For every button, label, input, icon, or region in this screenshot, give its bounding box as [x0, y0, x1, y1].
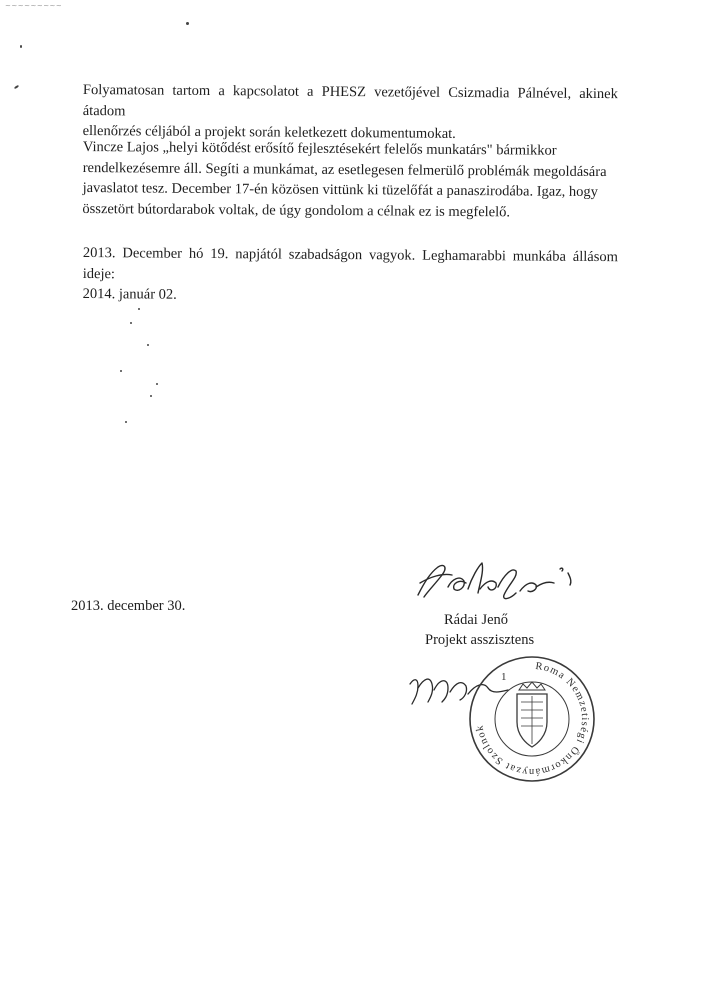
signer-block	[425, 610, 534, 650]
text-line: ellenőrzés céljából a projekt során keletkezett dokumentumokat.	[82, 122, 456, 142]
stamp-number: 1	[501, 671, 507, 683]
scan-speck	[147, 344, 149, 346]
paragraph-leave	[83, 243, 618, 309]
signer-title: Projekt asszisztens	[425, 632, 535, 648]
scan-speck	[186, 22, 189, 25]
scan-speck	[14, 85, 19, 90]
scan-speck	[125, 421, 127, 423]
scan-speck	[20, 45, 22, 48]
paragraph-contact	[83, 80, 618, 146]
handwritten-signature	[408, 553, 598, 613]
text-line: 2014. január 02.	[82, 285, 177, 303]
text-line: összetört bútordarabok voltak, de úgy gondolom a célnak ez is megfelelő.	[82, 200, 511, 220]
text-line: 2013. December hó 19. napjától szabadságon vagyok. Leghamarabbi munkába állásom ideje:	[82, 244, 618, 282]
scan-speck	[150, 395, 152, 397]
text-line: Vincze Lajos „helyi kötődést erősítő fejlesztésekért felelős munkatárs" bármikkor	[82, 138, 557, 159]
scan-speck	[120, 370, 122, 372]
text-line: rendelkezésemre áll. Segíti a munkámat, az esetlegesen felmerülő problémák megoldására	[82, 159, 607, 180]
scan-header-mark: ~~~~~~~~~	[5, 2, 63, 10]
text-line: javaslatot tesz. December 17-én közösen vittünk ki tüzelőfát a panaszirodába. Igaz, hogy	[82, 179, 599, 201]
signer-name: Rádai Jenő	[444, 612, 509, 628]
official-stamp	[465, 652, 600, 787]
scan-speck	[156, 383, 158, 385]
document-date: 2013. december 30.	[71, 598, 186, 614]
paragraph-colleague	[82, 137, 618, 223]
scan-speck	[138, 308, 140, 310]
text-line: Folyamatosan tartom a kapcsolatot a PHESZ vezetőjével Csizmadia Pálnével, akinek átadom	[82, 81, 618, 119]
scan-speck	[130, 322, 132, 324]
stamp-text: Roma Nemzetiségi Önkormányzat Szolnok	[474, 660, 591, 778]
